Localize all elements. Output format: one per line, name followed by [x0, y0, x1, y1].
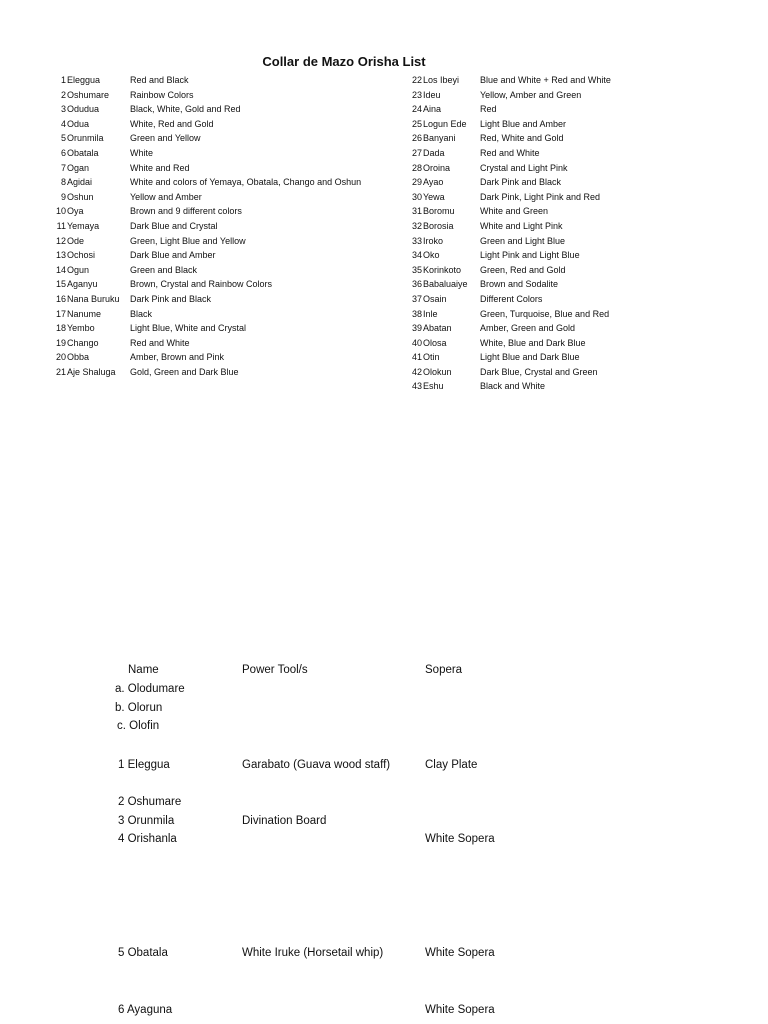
orisha-colors: Red, White and Gold [480, 133, 564, 144]
header-power-tool: Power Tool/s [242, 664, 308, 676]
orisha-name: Chango [67, 337, 99, 348]
row-c-name: c. Olofin [117, 720, 160, 732]
orisha-row [400, 234, 611, 249]
orisha-number: 39 [411, 323, 422, 334]
orisha-row [400, 88, 611, 103]
orisha-row [46, 88, 361, 103]
orisha-number: 26 [411, 133, 422, 144]
orisha-name: Ideu [423, 89, 441, 100]
orisha-number: 9 [60, 191, 66, 202]
row-1-name: 1 Eleggua [118, 759, 170, 771]
orisha-name: Obatala [67, 147, 99, 158]
orisha-row [400, 336, 611, 351]
orisha-name: Banyani [423, 133, 456, 144]
orisha-row [400, 161, 611, 176]
orisha-row [46, 175, 361, 190]
orisha-name: Babaluaiye [423, 279, 468, 290]
orisha-number: 4 [60, 118, 66, 129]
orisha-name: Nana Buruku [67, 293, 120, 304]
orisha-row [46, 234, 361, 249]
orisha-number: 36 [411, 279, 422, 290]
orisha-colors: Dark Pink and Black [130, 293, 212, 304]
orisha-colors: White and colors of Yemaya, Obatala, Chango and Oshun [130, 177, 362, 188]
orisha-number: 14 [55, 264, 66, 275]
orisha-number: 18 [55, 323, 66, 334]
orisha-number: 12 [55, 235, 66, 246]
orisha-row [46, 117, 361, 132]
row-6-sopera: White Sopera [425, 1004, 495, 1016]
orisha-row [46, 204, 361, 219]
orisha-colors: Light Pink and Light Blue [480, 250, 580, 261]
orisha-colors: White and Red [130, 162, 190, 173]
orisha-name: Ogun [67, 264, 90, 275]
orisha-name: Olosa [423, 337, 447, 348]
orisha-row [400, 379, 611, 394]
page-title: Collar de Mazo Orisha List [262, 54, 426, 69]
orisha-number: 7 [60, 162, 66, 173]
row-a-name: a. Olodumare [115, 683, 185, 695]
orisha-name: Ayao [423, 177, 444, 188]
orisha-colors: Crystal and Light Pink [480, 162, 568, 173]
orisha-row [46, 277, 361, 292]
orisha-name: Eshu [423, 381, 444, 392]
orisha-colors: Green and Light Blue [480, 235, 566, 246]
orisha-row [400, 190, 611, 205]
orisha-colors: White [130, 147, 154, 158]
orisha-colors: White, Blue and Dark Blue [480, 337, 586, 348]
header-sopera: Sopera [425, 664, 463, 676]
orisha-name: Nanume [67, 308, 102, 319]
orisha-colors: White and Green [480, 206, 549, 217]
row-6-name: 6 Ayaguna [118, 1004, 173, 1016]
row-4-name: 4 Orishanla [118, 833, 177, 845]
orisha-colors: Blue and White + Red and White [480, 75, 611, 85]
orisha-row [46, 292, 361, 307]
orisha-row [46, 102, 361, 117]
orisha-row [400, 350, 611, 365]
orisha-colors: Amber, Green and Gold [480, 323, 576, 334]
orisha-name: Aje Shaluga [67, 366, 116, 377]
orisha-colors: Dark Blue, Crystal and Green [480, 366, 598, 377]
orisha-row [46, 161, 361, 176]
orisha-number: 6 [60, 147, 66, 158]
row-4-sopera: White Sopera [425, 833, 495, 845]
orisha-colors: Dark Blue and Crystal [130, 220, 218, 231]
orisha-row [400, 131, 611, 146]
orisha-list-left [46, 73, 361, 379]
orisha-name: Aina [423, 104, 442, 115]
orisha-number: 37 [411, 293, 422, 304]
row-3-name: 3 Orunmila [118, 815, 175, 827]
orisha-name: Yembo [67, 323, 95, 334]
row-3-tool: Divination Board [242, 815, 327, 827]
orisha-row [400, 365, 611, 380]
orisha-number: 13 [55, 250, 66, 261]
orisha-name: Ode [67, 235, 85, 246]
orisha-row [46, 146, 361, 161]
orisha-number: 20 [55, 352, 66, 363]
orisha-name: Inle [423, 308, 438, 319]
orisha-number: 25 [411, 118, 422, 129]
orisha-name: Osain [423, 293, 447, 304]
orisha-row [400, 248, 611, 263]
orisha-number: 19 [55, 337, 66, 348]
orisha-row [400, 219, 611, 234]
orisha-row [400, 292, 611, 307]
orisha-number: 21 [55, 366, 66, 377]
orisha-number: 32 [411, 220, 422, 231]
orisha-colors: Light Blue, White and Crystal [130, 323, 247, 334]
orisha-number: 28 [411, 162, 422, 173]
orisha-colors: White and Light Pink [480, 220, 563, 231]
orisha-colors: Red and White [130, 337, 190, 348]
orisha-number: 11 [56, 220, 66, 231]
orisha-row [46, 248, 361, 263]
row-2-name: 2 Oshumare [118, 796, 182, 808]
orisha-row [400, 73, 611, 88]
orisha-row [400, 117, 611, 132]
orisha-number: 31 [411, 206, 422, 217]
orisha-colors: Red [480, 104, 497, 115]
orisha-row [400, 204, 611, 219]
orisha-number: 35 [411, 264, 422, 275]
orisha-colors: Light Blue and Dark Blue [480, 352, 580, 363]
orisha-name: Dada [423, 147, 445, 158]
orisha-number: 23 [411, 89, 422, 100]
orisha-name: Eleggua [67, 75, 101, 85]
orisha-row [400, 277, 611, 292]
orisha-row [46, 321, 361, 336]
orisha-name: Oshun [67, 191, 94, 202]
orisha-name: Ochosi [67, 250, 96, 261]
orisha-number: 17 [55, 308, 66, 319]
orisha-colors: Dark Blue and Amber [130, 250, 216, 261]
orisha-row [46, 307, 361, 322]
orisha-colors: Amber, Brown and Pink [130, 352, 225, 363]
orisha-row [46, 219, 361, 234]
orisha-colors: Gold, Green and Dark Blue [130, 366, 239, 377]
orisha-name: Otin [423, 352, 440, 363]
orisha-colors: Black [130, 308, 153, 319]
orisha-number: 33 [411, 235, 422, 246]
orisha-name: Obba [67, 352, 90, 363]
orisha-name: Boromu [423, 206, 455, 217]
orisha-name: Logun Ede [423, 118, 467, 129]
orisha-name: Olokun [423, 366, 452, 377]
orisha-number: 5 [60, 133, 66, 144]
orisha-colors: Green, Turquoise, Blue and Red [480, 308, 610, 319]
orisha-row [46, 336, 361, 351]
header-name: Name [128, 664, 159, 676]
orisha-colors: Brown, Crystal and Rainbow Colors [130, 279, 273, 290]
orisha-number: 15 [55, 279, 66, 290]
orisha-name: Los Ibeyi [423, 75, 460, 85]
orisha-colors: Rainbow Colors [130, 89, 194, 100]
orisha-name: Borosia [423, 220, 454, 231]
row-1-sopera: Clay Plate [425, 759, 478, 771]
orisha-name: Oko [423, 250, 440, 261]
orisha-row [46, 190, 361, 205]
orisha-name: Aganyu [67, 279, 98, 290]
orisha-name: Odudua [67, 104, 100, 115]
orisha-name: Iroko [423, 235, 444, 246]
orisha-number: 3 [60, 104, 66, 115]
row-5-name: 5 Obatala [118, 947, 168, 959]
orisha-row [400, 321, 611, 336]
orisha-row [400, 307, 611, 322]
row-5-sopera: White Sopera [425, 947, 495, 959]
orisha-row [46, 350, 361, 365]
orisha-number: 27 [411, 147, 422, 158]
orisha-colors: Black, White, Gold and Red [130, 104, 241, 115]
row-5-tool: White Iruke (Horsetail whip) [242, 947, 384, 959]
orisha-name: Agidai [67, 177, 93, 188]
orisha-colors: Brown and 9 different colors [130, 206, 242, 217]
orisha-number: 22 [411, 75, 422, 85]
orisha-number: 2 [60, 89, 66, 100]
orisha-number: 38 [411, 308, 422, 319]
orisha-number: 41 [411, 352, 422, 363]
orisha-name: Oya [67, 206, 84, 217]
orisha-name: Orunmila [67, 133, 104, 144]
orisha-row [400, 175, 611, 190]
orisha-number: 16 [55, 293, 66, 304]
orisha-name: Yemaya [67, 220, 100, 231]
orisha-colors: Green, Red and Gold [480, 264, 566, 275]
orisha-colors: Green, Light Blue and Yellow [130, 235, 246, 246]
orisha-colors: Light Blue and Amber [480, 118, 567, 129]
orisha-number: 43 [411, 381, 422, 392]
orisha-number: 1 [60, 75, 66, 85]
orisha-row [46, 73, 361, 88]
orisha-name: Abatan [423, 323, 452, 334]
orisha-colors: Dark Pink and Black [480, 177, 562, 188]
orisha-row [400, 146, 611, 161]
orisha-number: 8 [60, 177, 66, 188]
orisha-colors: Green and Yellow [130, 133, 201, 144]
orisha-row [46, 365, 361, 380]
row-b-name: b. Olorun [115, 702, 163, 714]
orisha-number: 34 [411, 250, 422, 261]
orisha-name: Yewa [423, 191, 445, 202]
orisha-number: 10 [55, 206, 66, 217]
orisha-colors: Different Colors [480, 293, 543, 304]
orisha-colors: Dark Pink, Light Pink and Red [480, 191, 601, 202]
orisha-number: 29 [411, 177, 422, 188]
orisha-colors: Yellow, Amber and Green [480, 89, 582, 100]
orisha-colors: Yellow and Amber [130, 191, 202, 202]
orisha-name: Oshumare [67, 89, 110, 100]
orisha-row [400, 263, 611, 278]
orisha-colors: Black and White [480, 381, 546, 392]
orisha-name: Korinkoto [423, 264, 462, 275]
orisha-colors: White, Red and Gold [130, 118, 214, 129]
orisha-colors: Red and White [480, 147, 540, 158]
orisha-row [46, 263, 361, 278]
orisha-row [46, 131, 361, 146]
orisha-number: 24 [411, 104, 422, 115]
orisha-number: 30 [411, 191, 422, 202]
row-1-tool: Garabato (Guava wood staff) [242, 759, 391, 771]
orisha-number: 42 [411, 366, 422, 377]
orisha-colors: Brown and Sodalite [480, 279, 559, 290]
orisha-name: Odua [67, 118, 90, 129]
orisha-name: Oroina [423, 162, 451, 173]
orisha-row [400, 102, 611, 117]
orisha-colors: Green and Black [130, 264, 198, 275]
orisha-name: Ogan [67, 162, 90, 173]
orisha-number: 40 [411, 337, 422, 348]
orisha-colors: Red and Black [130, 75, 189, 85]
orisha-list-right [400, 73, 611, 394]
